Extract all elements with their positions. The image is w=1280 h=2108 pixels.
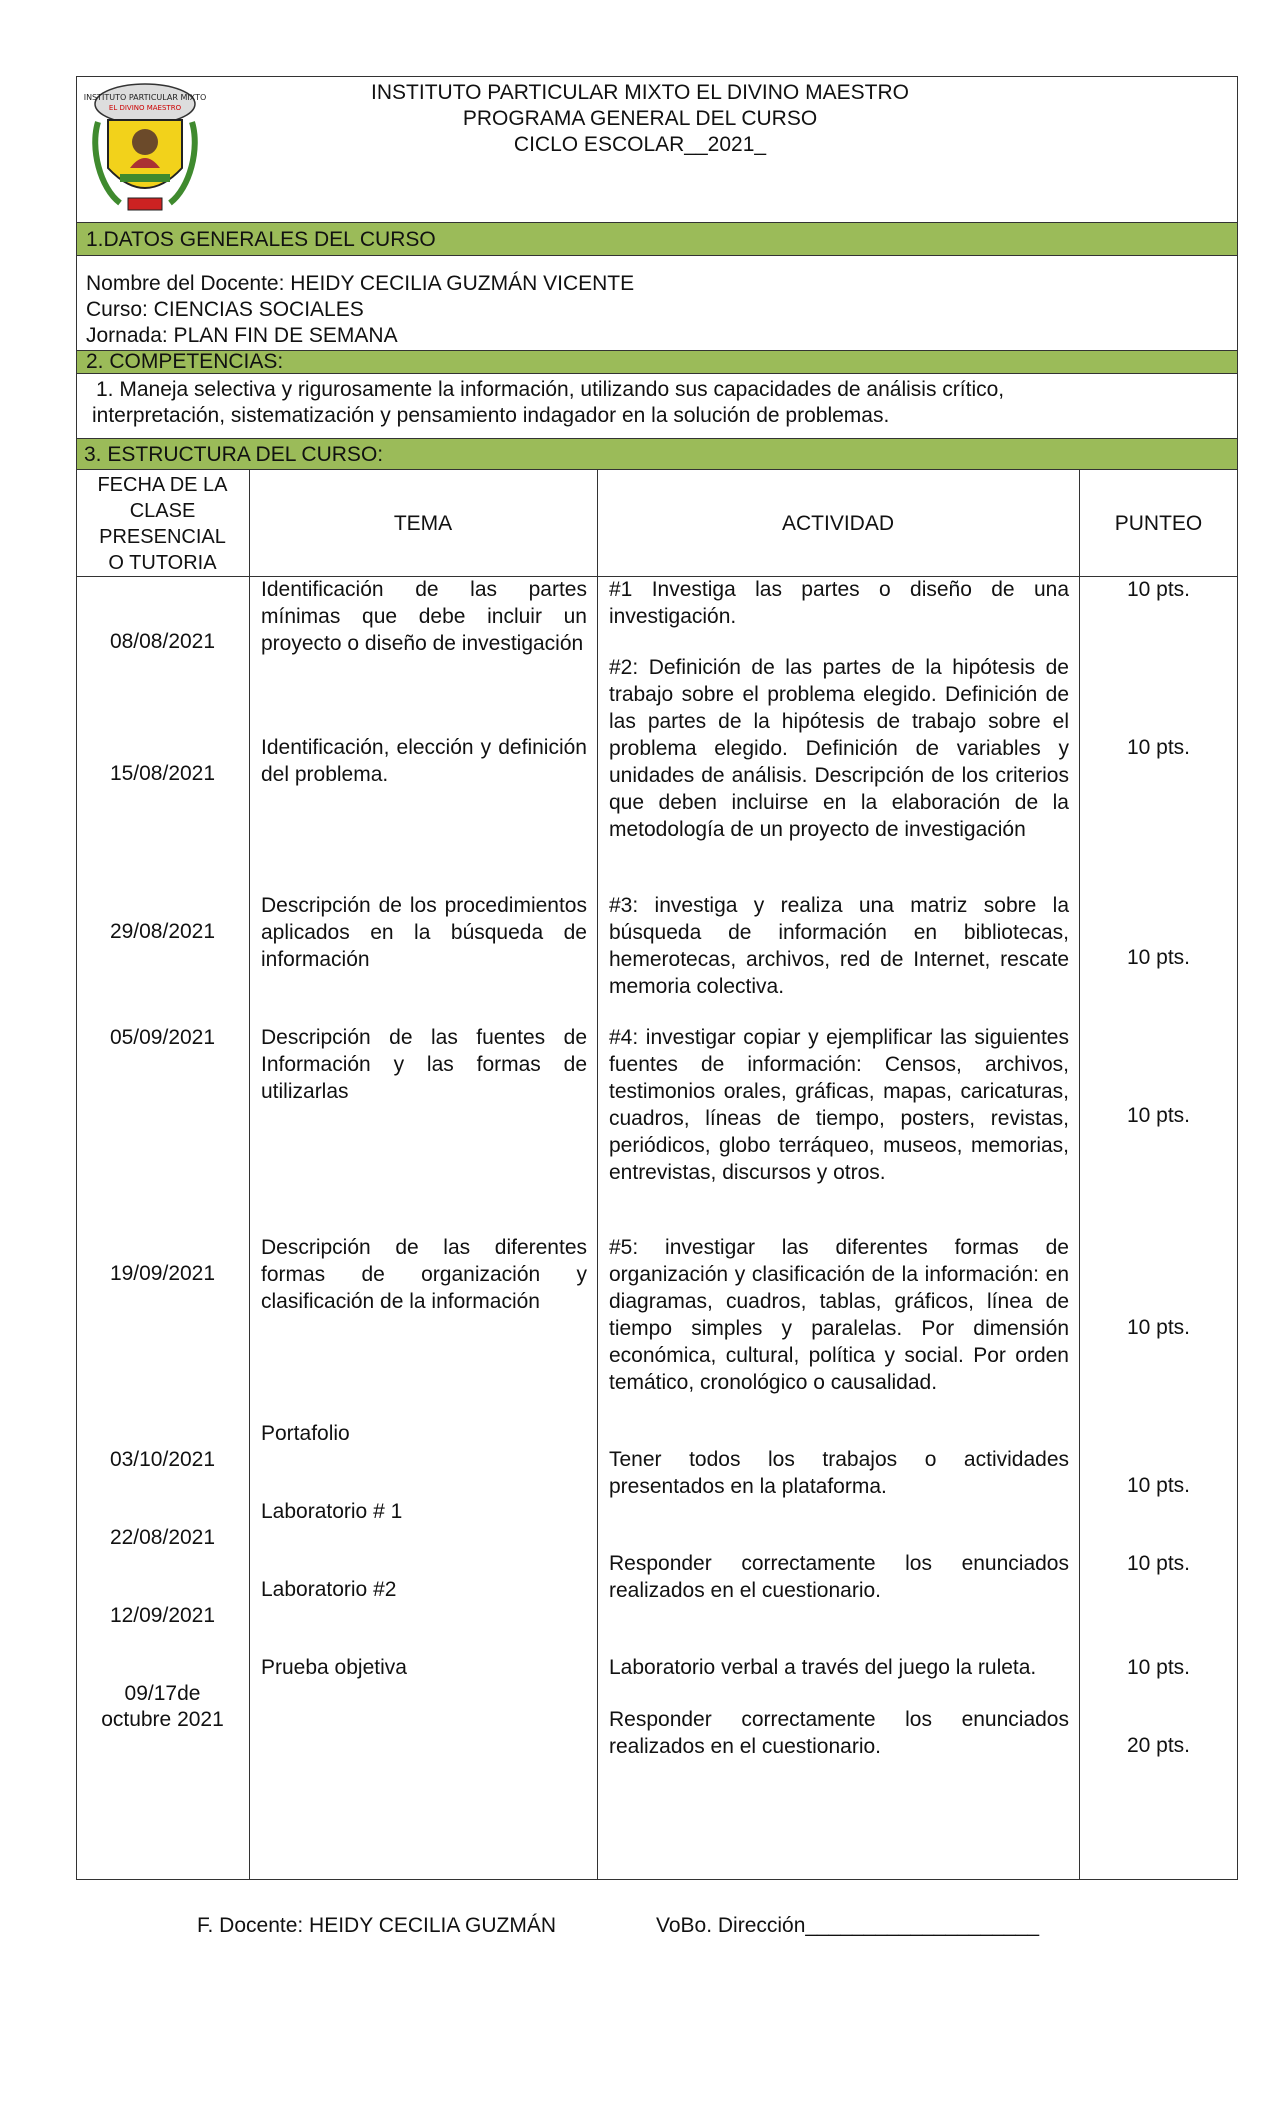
topic-cell: Portafolio xyxy=(261,1422,350,1445)
column-header-punteo: PUNTEO xyxy=(1114,512,1203,535)
activity-cell: #4: investigar copiar y ejemplificar las siguientes fuentes de información: Censos, archivos, testimonios orales, gráficas, mapas, caricaturas, cuadros, líneas de tiempo, posters, revistas, periódicos, globo terráqueo, museos, memorias, entrevistas, discursos y otros. xyxy=(609,1026,1069,1184)
program-title: PROGRAMA GENERAL DEL CURSO xyxy=(462,107,818,130)
topic-cell: Laboratorio #2 xyxy=(261,1578,397,1601)
class-date: 29/08/2021 xyxy=(109,920,216,943)
institution-name: INSTITUTO PARTICULAR MIXTO EL DIVINO MAESTRO xyxy=(371,81,909,104)
topic-cell: Prueba objetiva xyxy=(261,1656,407,1679)
points-cell: 10 pts. xyxy=(1126,1104,1191,1127)
activity-cell: #1 Investiga las partes o diseño de una investigación. xyxy=(609,578,1069,628)
points-cell: 20 pts. xyxy=(1126,1734,1191,1757)
column-divider-2 xyxy=(597,470,598,1880)
section3-title: 3. ESTRUCTURA DEL CURSO: xyxy=(84,443,384,466)
column-header-tema: TEMA xyxy=(393,512,453,535)
class-date: 05/09/2021 xyxy=(109,1026,216,1049)
topic-cell: Laboratorio # 1 xyxy=(261,1500,403,1523)
topic-cell: Descripción de los procedimientos aplicados en la búsqueda de información xyxy=(261,894,587,971)
points-cell: 10 pts. xyxy=(1126,736,1191,759)
fecha-header-line: CLASE xyxy=(129,500,196,522)
competency-line-1: 1. Maneja selectiva y rigurosamente la información, utilizando sus capacidades de análisis crítico, xyxy=(96,378,1005,401)
teacher-name: Nombre del Docente: HEIDY CECILIA GUZMÁN VICENTE xyxy=(86,272,635,295)
points-cell: 10 pts. xyxy=(1126,1316,1191,1339)
activity-cell: Laboratorio verbal a través del juego la ruleta. xyxy=(609,1656,1037,1679)
class-date: 09/17de xyxy=(124,1682,201,1705)
topic-cell: Identificación de las partes mínimas que debe incluir un proyecto o diseño de investigación xyxy=(261,578,587,655)
section1-title: 1.DATOS GENERALES DEL CURSO xyxy=(86,228,436,251)
class-date: 08/08/2021 xyxy=(109,630,216,653)
topic-cell: Descripción de las fuentes de Información y las formas de utilizarlas xyxy=(261,1026,587,1103)
activity-cell: Responder correctamente los enunciados realizados en el cuestionario. xyxy=(609,1708,1069,1758)
fecha-header-line: FECHA DE LA xyxy=(97,474,228,496)
topic-cell: Descripción de las diferentes formas de organización y clasificación de la información xyxy=(261,1236,587,1313)
activity-cell: Responder correctamente los enunciados realizados en el cuestionario. xyxy=(609,1552,1069,1602)
class-date: 19/09/2021 xyxy=(109,1262,216,1285)
competency-line-2: interpretación, sistematización y pensamiento indagador en la solución de problemas. xyxy=(92,404,890,427)
activity-cell: Tener todos los trabajos o actividades presentados en la plataforma. xyxy=(609,1448,1069,1498)
class-date: 22/08/2021 xyxy=(109,1526,216,1549)
points-cell: 10 pts. xyxy=(1126,946,1191,969)
column-header-actividad: ACTIVIDAD xyxy=(781,512,894,535)
class-date: 03/10/2021 xyxy=(109,1448,216,1471)
course-name: Curso: CIENCIAS SOCIALES xyxy=(86,298,364,321)
teacher-signature: F. Docente: HEIDY CECILIA GUZMÁN xyxy=(197,1914,557,1937)
course-shift: Jornada: PLAN FIN DE SEMANA xyxy=(86,324,398,347)
class-date: 15/08/2021 xyxy=(109,762,216,785)
fecha-header-line: O TUTORIA xyxy=(108,552,217,574)
svg-text:INSTITUTO PARTICULAR MIXTO: INSTITUTO PARTICULAR MIXTO xyxy=(83,93,207,102)
column-divider-1 xyxy=(249,470,250,1880)
activity-cell: #2: Definición de las partes de la hipótesis de trabajo sobre el problema elegido. Definición de las partes de la hipótesis de trabajo sobre el problema elegido. Definición de variables y unidades de análisis. Descripción de los criterios que deben incluirse en la elaboración de la metodología de un proyecto de investigación xyxy=(609,656,1069,841)
column-header-fecha xyxy=(76,472,249,576)
director-approval: VoBo. Dirección____________________ xyxy=(656,1914,1039,1937)
points-cell: 10 pts. xyxy=(1126,578,1191,601)
topic-cell: Identificación, elección y definición del problema. xyxy=(261,736,587,786)
section2-title: 2. COMPETENCIAS: xyxy=(86,350,284,373)
school-cycle: CICLO ESCOLAR__2021_ xyxy=(513,133,767,156)
points-cell: 10 pts. xyxy=(1126,1656,1191,1679)
points-cell: 10 pts. xyxy=(1126,1474,1191,1497)
class-date: octubre 2021 xyxy=(101,1708,224,1731)
class-date: 12/09/2021 xyxy=(109,1604,216,1627)
activity-cell: #5: investigar las diferentes formas de organización y clasificación de la información: en diagramas, cuadros, tablas, gráficos, línea de tiempo simples y paralelas. Por dimensión económica, cultural, política y social. Por orden temático, cronológico o causalidad. xyxy=(609,1236,1069,1394)
fecha-header-line: PRESENCIAL xyxy=(99,526,226,548)
svg-text:EL DIVINO MAESTRO: EL DIVINO MAESTRO xyxy=(108,104,182,112)
activity-cell: #3: investiga y realiza una matriz sobre la búsqueda de información en bibliotecas, hemerotecas, archivos, red de Internet, rescate memoria colectiva. xyxy=(609,894,1069,998)
points-cell: 10 pts. xyxy=(1126,1552,1191,1575)
